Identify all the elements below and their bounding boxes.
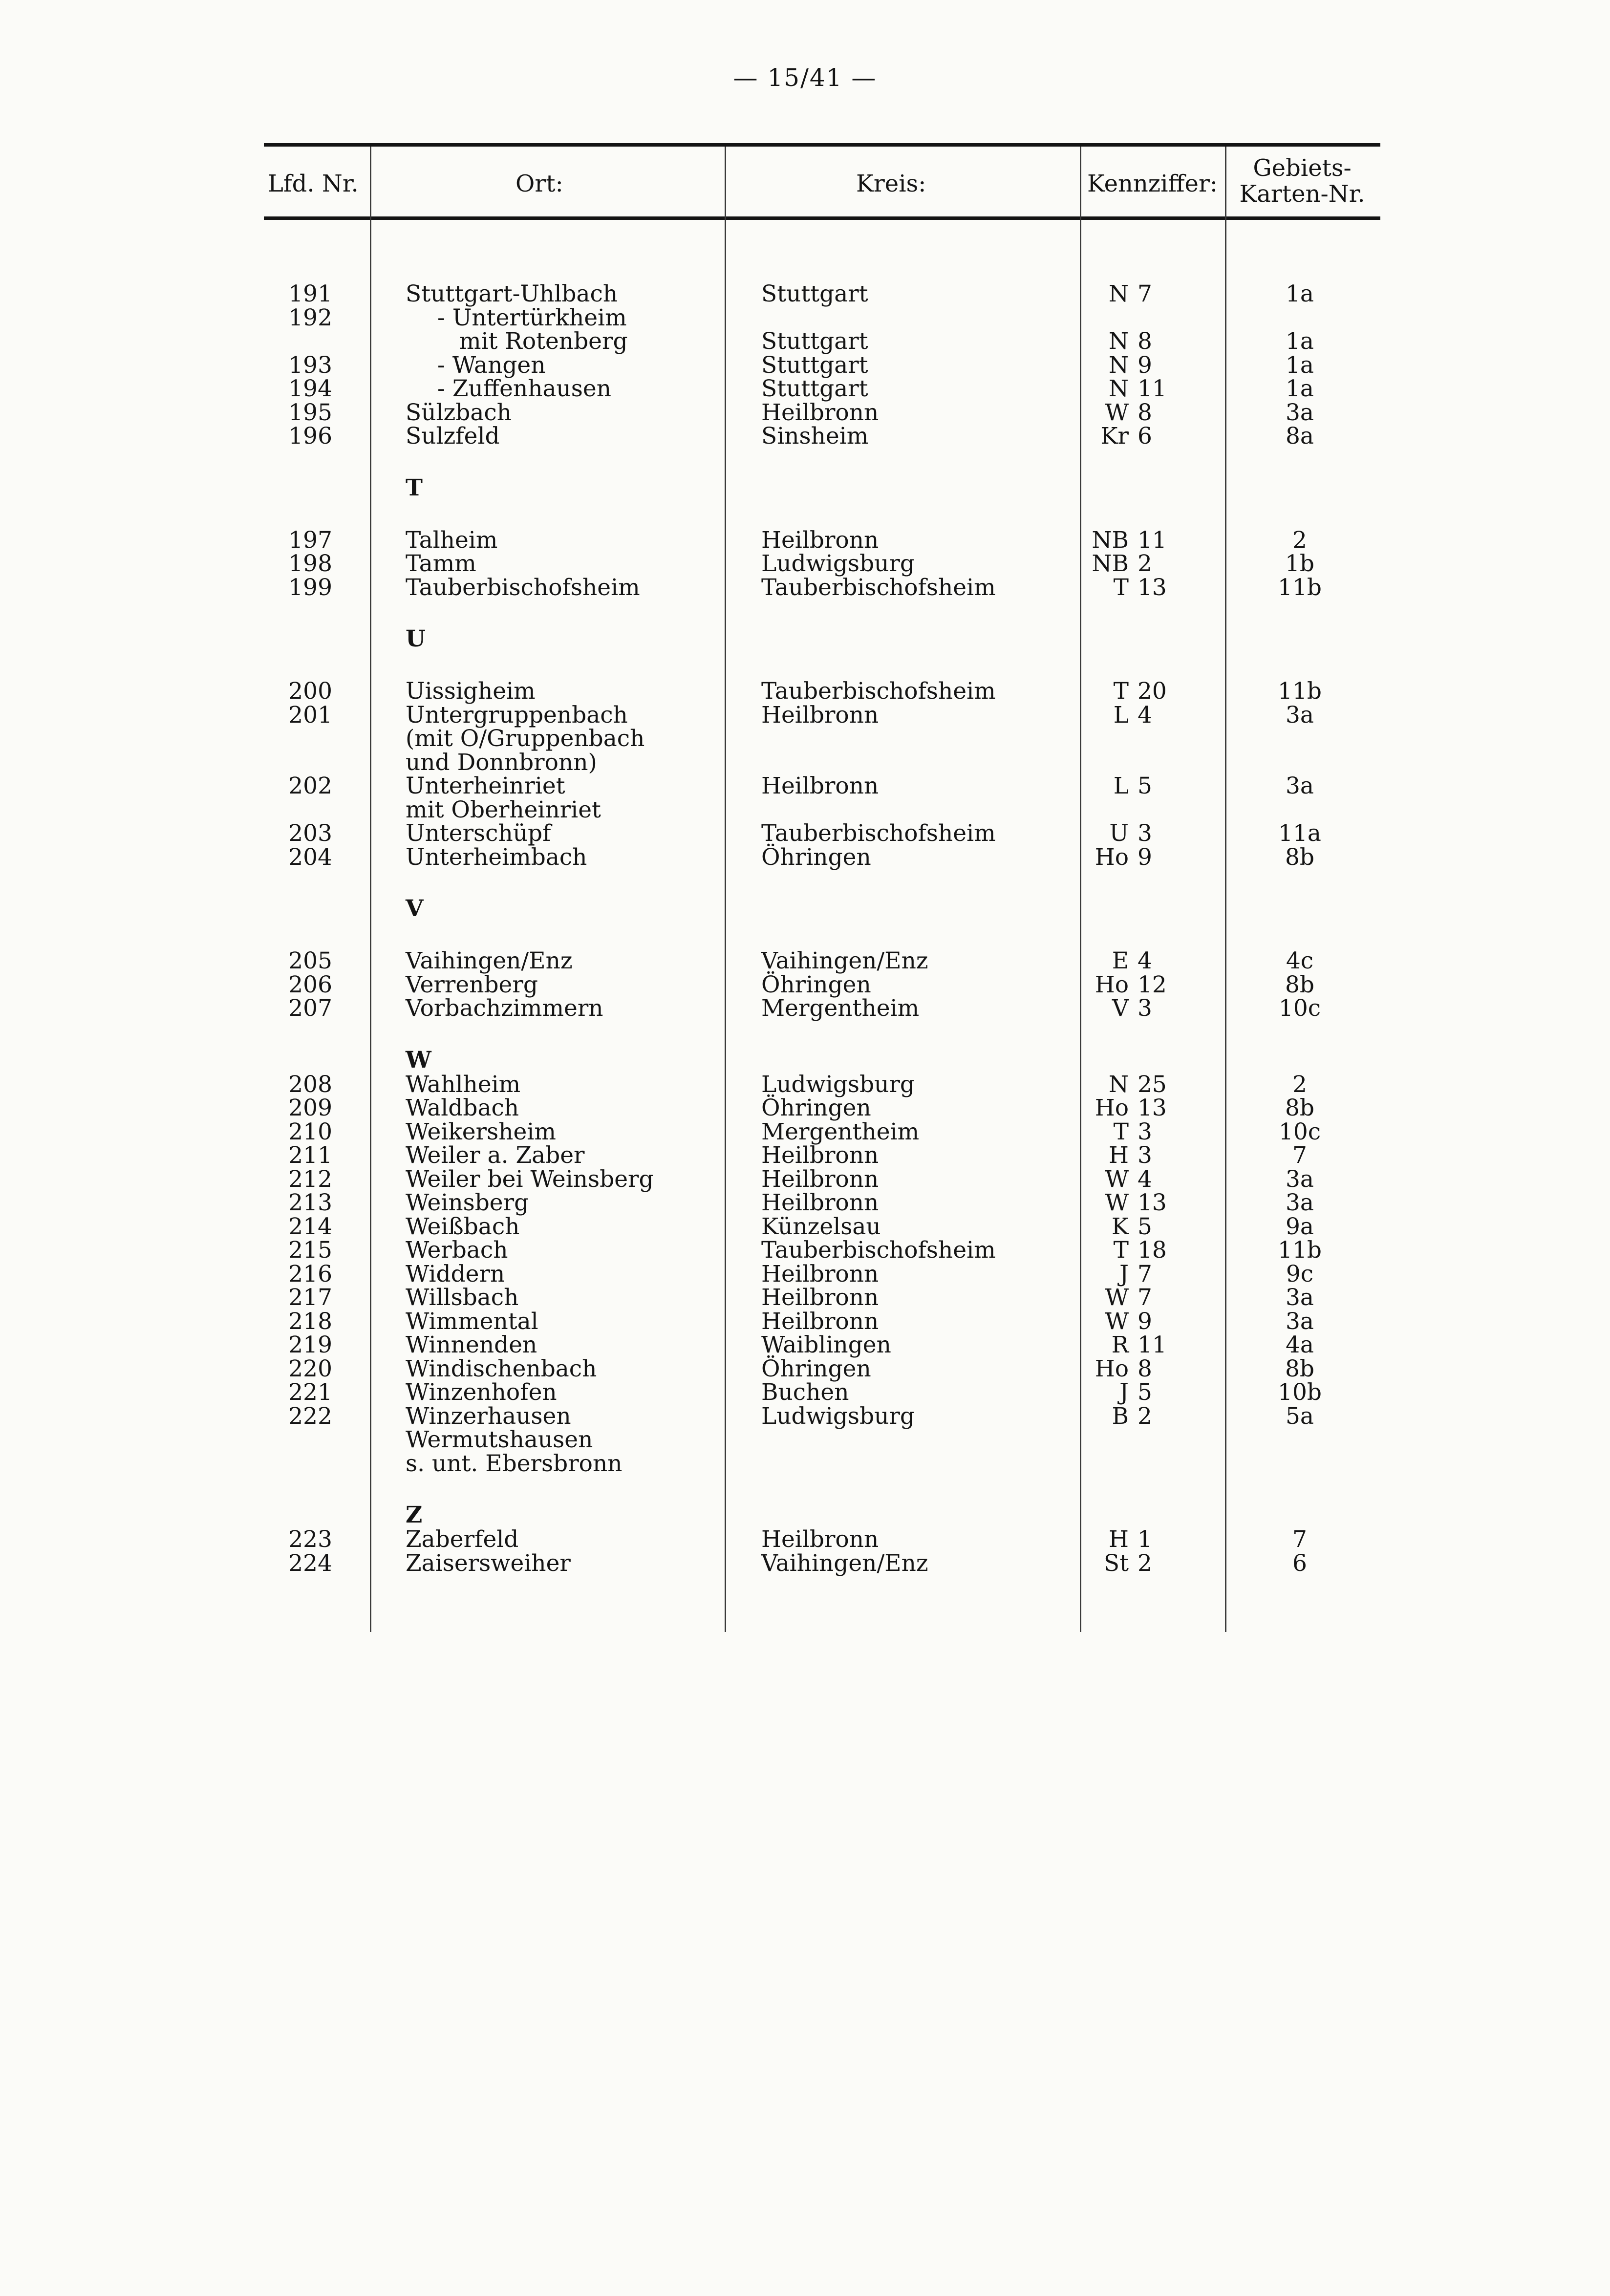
row-gebietskarte: 3a: [1286, 701, 1314, 729]
section-letter: Z: [406, 1502, 423, 1528]
kennziffer-number: 12: [1138, 971, 1167, 998]
row-number: 223: [288, 1526, 332, 1553]
row-kennziffer: [1082, 1310, 1160, 1333]
row-gebietskarte: 8b: [1285, 1094, 1314, 1121]
row-gebietskarte: 3a: [1286, 1308, 1314, 1335]
row-kennziffer: [1082, 1402, 1160, 1430]
row-kennziffer: [1082, 1357, 1160, 1380]
kennziffer-number: 11: [1138, 526, 1167, 554]
row-ort: mit Oberheinriet: [406, 796, 601, 823]
row-number: 197: [288, 526, 332, 554]
row-number: 219: [288, 1331, 332, 1358]
kennziffer-number: 13: [1138, 574, 1167, 601]
row-kreis: Buchen: [761, 1379, 849, 1406]
row-gebietskarte: 10c: [1278, 1118, 1321, 1145]
row-number: 215: [288, 1237, 332, 1264]
row-gebietskarte: 9a: [1286, 1213, 1314, 1240]
row-ort: Weikersheim: [406, 1118, 556, 1145]
row-gebietskarte: 8b: [1285, 971, 1314, 998]
row-kreis: Heilbronn: [761, 1308, 879, 1335]
row-ort: Tamm: [406, 550, 476, 577]
row-kennziffer: [1082, 574, 1167, 601]
kennziffer-number: 11: [1138, 375, 1167, 402]
row-kennziffer: [1082, 1215, 1160, 1238]
row-gebietskarte: 7: [1292, 1526, 1307, 1553]
row-ort: Unterheimbach: [406, 843, 587, 871]
kennziffer-prefix: V: [1112, 995, 1129, 1022]
row-kreis: Öhringen: [761, 971, 871, 998]
section-letter: U: [406, 625, 426, 652]
row-number: 212: [288, 1165, 332, 1193]
row-number: 217: [288, 1284, 332, 1311]
row-number: 193: [288, 351, 332, 379]
kennziffer-prefix: NB: [1092, 550, 1129, 577]
kennziffer-prefix: E: [1112, 947, 1129, 974]
row-ort: Unterschüpf: [406, 820, 551, 847]
kennziffer-number: 9: [1138, 843, 1152, 871]
kennziffer-number: 11: [1138, 1331, 1167, 1358]
row-number: 210: [288, 1118, 332, 1145]
row-number: 224: [288, 1549, 332, 1577]
row-gebietskarte: 10c: [1278, 995, 1321, 1022]
row-number: 199: [288, 574, 332, 601]
kennziffer-number: 7: [1138, 1284, 1152, 1311]
row-ort: Werbach: [406, 1237, 508, 1264]
row-kennziffer: [1082, 1237, 1167, 1264]
row-number: 203: [288, 820, 332, 847]
kennziffer-prefix: L: [1113, 701, 1129, 729]
row-kennziffer: [1082, 1189, 1167, 1216]
row-kennziffer: [1082, 526, 1167, 554]
row-ort: Untergruppenbach: [406, 701, 628, 729]
kennziffer-prefix: N: [1108, 375, 1129, 402]
kennziffer-prefix: R: [1111, 1331, 1129, 1358]
row-kreis: Tauberbischofsheim: [761, 574, 996, 601]
row-ort: Waldbach: [406, 1094, 519, 1121]
row-number: 205: [288, 947, 332, 974]
row-gebietskarte: 7: [1292, 1142, 1307, 1169]
row-ort: Weiler bei Weinsberg: [406, 1165, 654, 1193]
row-gebietskarte: 11b: [1278, 1237, 1322, 1264]
row-gebietskarte: 6: [1292, 1549, 1307, 1577]
row-ort: Zaberfeld: [406, 1526, 519, 1553]
row-number: 194: [288, 375, 332, 402]
row-kreis: Stuttgart: [761, 351, 868, 379]
row-ort: Stuttgart-Uhlbach: [406, 280, 618, 307]
row-kennziffer: [1082, 949, 1160, 972]
header-kennziffer: Kennziffer:: [1087, 170, 1218, 197]
row-kennziffer: [1082, 997, 1160, 1020]
row-number: 220: [288, 1355, 332, 1382]
row-number: 209: [288, 1094, 332, 1121]
row-kreis: Mergentheim: [761, 995, 920, 1022]
row-kreis: Tauberbischofsheim: [761, 820, 996, 847]
row-kennziffer: [1082, 1286, 1160, 1309]
row-ort: Unterheinriet: [406, 772, 565, 799]
row-ort: Sülzbach: [406, 399, 512, 426]
row-kennziffer: [1082, 1071, 1167, 1098]
row-gebietskarte: 1a: [1286, 375, 1314, 402]
row-kreis: Heilbronn: [761, 1526, 879, 1553]
row-kennziffer: [1082, 552, 1160, 575]
kennziffer-number: 3: [1138, 1118, 1152, 1145]
kennziffer-number: 3: [1138, 820, 1152, 847]
section-letter: T: [406, 474, 423, 501]
kennziffer-prefix: T: [1113, 1118, 1129, 1145]
row-kennziffer: [1082, 330, 1160, 353]
row-ort: Tauberbischofsheim: [406, 574, 640, 601]
row-gebietskarte: 4a: [1286, 1331, 1314, 1358]
kennziffer-prefix: L: [1113, 772, 1129, 799]
row-kreis: Heilbronn: [761, 1189, 879, 1216]
kennziffer-prefix: U: [1109, 820, 1129, 847]
row-kreis: Heilbronn: [761, 701, 879, 729]
kennziffer-prefix: Ho: [1095, 971, 1129, 998]
page-number: — 15/41 —: [733, 64, 877, 92]
kennziffer-prefix: T: [1113, 574, 1129, 601]
kennziffer-prefix: K: [1111, 1213, 1129, 1240]
row-ort: Wahlheim: [406, 1071, 521, 1098]
row-kreis: Vaihingen/Enz: [761, 947, 928, 974]
row-gebietskarte: 11b: [1278, 574, 1322, 601]
row-kennziffer: [1082, 282, 1160, 305]
kennziffer-prefix: W: [1105, 1308, 1129, 1335]
row-kennziffer: [1082, 774, 1160, 797]
row-gebietskarte: 8b: [1285, 1355, 1314, 1382]
row-kreis: Stuttgart: [761, 328, 868, 355]
kennziffer-prefix: W: [1105, 1165, 1129, 1193]
row-ort: Winzenhofen: [406, 1379, 557, 1406]
kennziffer-number: 4: [1138, 947, 1152, 974]
kennziffer-number: 2: [1138, 1549, 1152, 1577]
row-kennziffer: [1082, 1260, 1160, 1287]
row-gebietskarte: 9c: [1286, 1260, 1314, 1287]
header-gebiets-line1: Gebiets-: [1253, 154, 1352, 182]
row-kreis: Ludwigsburg: [761, 1402, 915, 1430]
kennziffer-prefix: N: [1108, 328, 1129, 355]
kennziffer-prefix: Ho: [1095, 1094, 1129, 1121]
row-kreis: Tauberbischofsheim: [761, 1237, 996, 1264]
kennziffer-number: 8: [1138, 1355, 1152, 1382]
row-ort: mit Rotenberg: [459, 328, 628, 355]
row-ort: Vaihingen/Enz: [406, 947, 573, 974]
row-ort: Uissigheim: [406, 678, 536, 705]
row-kennziffer: [1082, 1144, 1160, 1167]
kennziffer-number: 8: [1138, 328, 1152, 355]
row-kennziffer: [1082, 351, 1160, 379]
row-number: 206: [288, 971, 332, 998]
row-number: 207: [288, 995, 332, 1022]
row-ort: Wermutshausen: [406, 1426, 593, 1453]
kennziffer-number: 4: [1138, 1165, 1152, 1193]
kennziffer-number: 7: [1138, 1260, 1152, 1287]
row-ort: und Donnbronn): [406, 749, 597, 776]
header-lfd-nr: Lfd. Nr.: [268, 170, 359, 197]
row-number: 222: [288, 1402, 332, 1430]
row-ort: Sulzfeld: [406, 423, 500, 450]
kennziffer-prefix: W: [1105, 1284, 1129, 1311]
row-kennziffer: [1082, 1165, 1160, 1193]
row-ort: Weinsberg: [406, 1189, 529, 1216]
row-gebietskarte: 1b: [1285, 550, 1314, 577]
kennziffer-prefix: W: [1105, 399, 1129, 426]
row-gebietskarte: 3a: [1286, 1284, 1314, 1311]
row-ort: - Wangen: [437, 351, 546, 379]
row-gebietskarte: 1a: [1286, 351, 1314, 379]
row-kennziffer: [1082, 1549, 1160, 1577]
row-number: 216: [288, 1260, 332, 1287]
kennziffer-number: 5: [1138, 1379, 1152, 1406]
kennziffer-number: 18: [1138, 1237, 1167, 1264]
kennziffer-prefix: N: [1108, 1071, 1129, 1098]
row-kreis: Tauberbischofsheim: [761, 678, 996, 705]
kennziffer-number: 13: [1138, 1189, 1167, 1216]
row-number: 201: [288, 701, 332, 729]
kennziffer-number: 7: [1138, 280, 1152, 307]
row-ort: Willsbach: [406, 1284, 519, 1311]
kennziffer-number: 25: [1138, 1071, 1167, 1098]
row-kennziffer: [1082, 1528, 1160, 1551]
row-gebietskarte: 3a: [1286, 772, 1314, 799]
kennziffer-prefix: NB: [1092, 526, 1129, 554]
row-kreis: Heilbronn: [761, 526, 879, 554]
row-kreis: Ludwigsburg: [761, 550, 915, 577]
row-ort: Zaisersweiher: [406, 1549, 571, 1577]
kennziffer-number: 20: [1138, 678, 1167, 705]
row-gebietskarte: 2: [1292, 526, 1307, 554]
row-ort: (mit O/Gruppenbach: [406, 725, 645, 752]
kennziffer-number: 6: [1138, 423, 1152, 450]
row-gebietskarte: 3a: [1286, 1189, 1314, 1216]
row-kreis: Heilbronn: [761, 1165, 879, 1193]
row-ort: - Untertürkheim: [437, 304, 627, 331]
row-kreis: Mergentheim: [761, 1118, 920, 1145]
kennziffer-prefix: J: [1119, 1260, 1129, 1287]
row-kennziffer: [1082, 401, 1160, 424]
kennziffer-prefix: St: [1103, 1549, 1129, 1577]
row-gebietskarte: 3a: [1286, 399, 1314, 426]
row-kennziffer: [1082, 678, 1167, 705]
row-kennziffer: [1082, 1094, 1167, 1121]
row-number: 214: [288, 1213, 332, 1240]
kennziffer-prefix: H: [1109, 1142, 1129, 1169]
kennziffer-prefix: T: [1113, 1237, 1129, 1264]
row-number: 198: [288, 550, 332, 577]
row-kreis: Heilbronn: [761, 1260, 879, 1287]
row-number: 221: [288, 1379, 332, 1406]
row-gebietskarte: 11b: [1278, 678, 1322, 705]
kennziffer-number: 13: [1138, 1094, 1167, 1121]
section-letter: W: [406, 1046, 431, 1073]
kennziffer-prefix: T: [1113, 678, 1129, 705]
kennziffer-number: 5: [1138, 1213, 1152, 1240]
kennziffer-number: 9: [1138, 1308, 1152, 1335]
header-ort: Ort:: [515, 170, 563, 197]
row-kreis: Sinsheim: [761, 423, 869, 450]
row-gebietskarte: 10b: [1278, 1379, 1322, 1406]
row-kennziffer: [1082, 971, 1167, 998]
kennziffer-prefix: H: [1109, 1526, 1129, 1553]
row-ort: s. unt. Ebersbronn: [406, 1450, 623, 1477]
row-number: 213: [288, 1189, 332, 1216]
row-kennziffer: [1082, 822, 1160, 845]
row-gebietskarte: 1a: [1286, 328, 1314, 355]
row-ort: Weiler a. Zaber: [406, 1142, 585, 1169]
row-ort: Winnenden: [406, 1331, 537, 1358]
header-gebiets-line2: Karten-Nr.: [1239, 180, 1365, 208]
row-gebietskarte: 8b: [1285, 843, 1314, 871]
row-gebietskarte: 5a: [1286, 1402, 1314, 1430]
row-ort: - Zuffenhausen: [437, 375, 611, 402]
row-number: 202: [288, 772, 332, 799]
row-number: 204: [288, 843, 332, 871]
row-ort: Windischenbach: [406, 1355, 597, 1382]
row-gebietskarte: 4c: [1286, 947, 1314, 974]
row-ort: Verrenberg: [406, 971, 538, 998]
kennziffer-number: 8: [1138, 399, 1152, 426]
row-kreis: Ludwigsburg: [761, 1071, 915, 1098]
row-number: 195: [288, 399, 332, 426]
row-ort: Weißbach: [406, 1213, 520, 1240]
row-kennziffer: [1082, 701, 1160, 729]
row-ort: Winzerhausen: [406, 1402, 571, 1430]
row-kennziffer: [1082, 1331, 1167, 1358]
kennziffer-prefix: W: [1105, 1189, 1129, 1216]
row-kennziffer: [1082, 1120, 1160, 1143]
row-number: 218: [288, 1308, 332, 1335]
kennziffer-number: 4: [1138, 701, 1152, 729]
row-number: 200: [288, 678, 332, 705]
kennziffer-number: 9: [1138, 351, 1152, 379]
row-kreis: Heilbronn: [761, 399, 879, 426]
row-gebietskarte: 11a: [1278, 820, 1321, 847]
kennziffer-number: 3: [1138, 1142, 1152, 1169]
row-kreis: Waiblingen: [761, 1331, 891, 1358]
kennziffer-prefix: N: [1108, 280, 1129, 307]
header-kreis: Kreis:: [856, 170, 926, 197]
row-number: 208: [288, 1071, 332, 1098]
row-kreis: Stuttgart: [761, 280, 868, 307]
row-gebietskarte: 2: [1292, 1071, 1307, 1098]
kennziffer-number: 5: [1138, 772, 1152, 799]
row-number: 191: [288, 280, 332, 307]
row-kreis: Heilbronn: [761, 1284, 879, 1311]
kennziffer-number: 1: [1138, 1526, 1152, 1553]
row-kennziffer: [1082, 843, 1160, 871]
kennziffer-prefix: B: [1112, 1402, 1129, 1430]
row-number: 192: [288, 304, 332, 331]
row-gebietskarte: 3a: [1286, 1165, 1314, 1193]
row-kreis: Stuttgart: [761, 375, 868, 402]
row-kennziffer: [1082, 425, 1160, 448]
row-ort: Wimmental: [406, 1308, 538, 1335]
row-gebietskarte: 1a: [1286, 280, 1314, 307]
row-ort: Talheim: [406, 526, 498, 554]
section-letter: V: [406, 895, 424, 922]
kennziffer-prefix: J: [1119, 1379, 1129, 1406]
row-kennziffer: [1082, 375, 1167, 402]
kennziffer-number: 2: [1138, 550, 1152, 577]
kennziffer-prefix: N: [1108, 351, 1129, 379]
kennziffer-prefix: Ho: [1095, 843, 1129, 871]
kennziffer-prefix: Ho: [1095, 1355, 1129, 1382]
row-kreis: Öhringen: [761, 1355, 871, 1382]
row-number: 211: [288, 1142, 332, 1169]
kennziffer-prefix: Kr: [1100, 423, 1129, 450]
row-kreis: Vaihingen/Enz: [761, 1549, 928, 1577]
kennziffer-number: 3: [1138, 995, 1152, 1022]
row-kreis: Künzelsau: [761, 1213, 881, 1240]
row-gebietskarte: 8a: [1286, 423, 1314, 450]
kennziffer-number: 2: [1138, 1402, 1152, 1430]
row-kreis: Heilbronn: [761, 772, 879, 799]
row-kennziffer: [1082, 1381, 1160, 1404]
row-kreis: Öhringen: [761, 843, 871, 871]
row-ort: Vorbachzimmern: [406, 995, 603, 1022]
row-kreis: Öhringen: [761, 1094, 871, 1121]
row-ort: Widdern: [406, 1260, 505, 1287]
row-kreis: Heilbronn: [761, 1142, 879, 1169]
row-number: 196: [288, 423, 332, 450]
